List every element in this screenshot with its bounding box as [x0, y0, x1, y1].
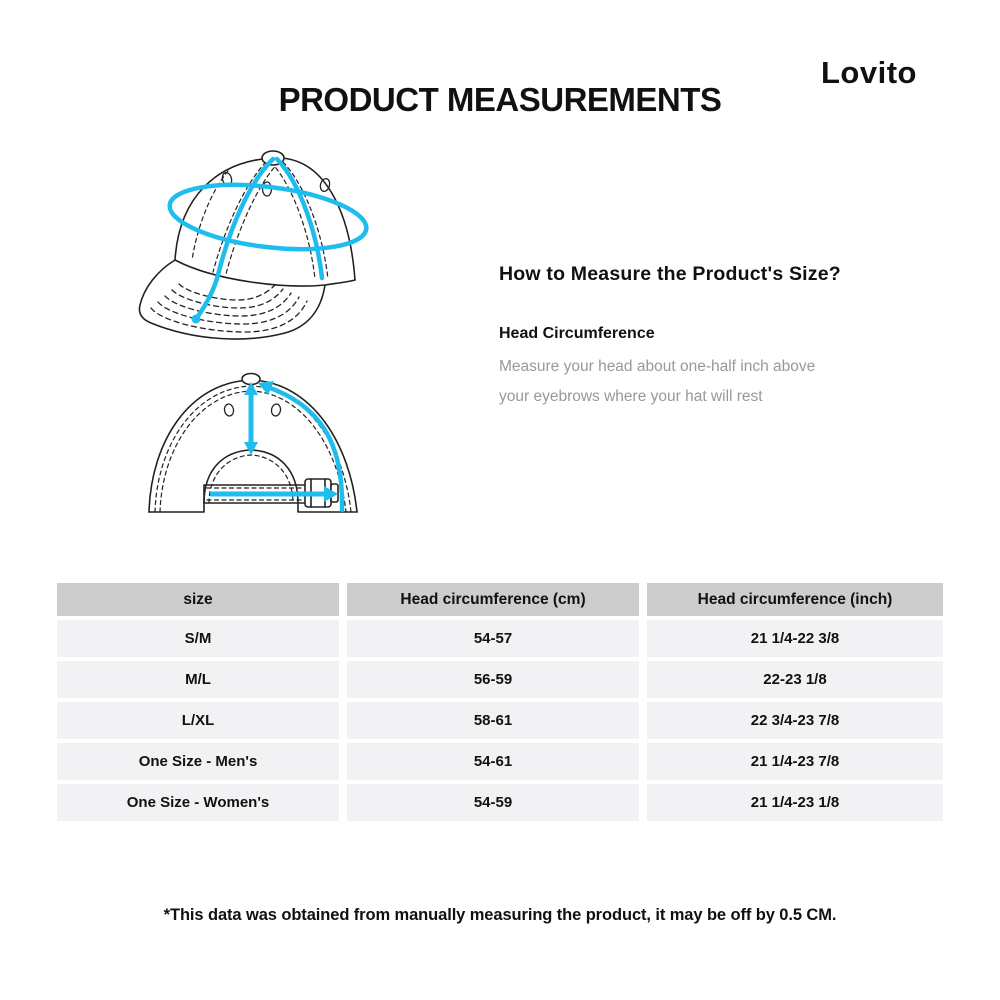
table-cell-inch: 22-23 1/8 — [647, 661, 943, 698]
table-cell-cm: 54-59 — [347, 784, 639, 821]
measure-description-line1: Measure your head about one-half inch above — [499, 357, 816, 375]
table-cell-inch: 21 1/4-22 3/8 — [647, 620, 943, 657]
size-table — [57, 583, 943, 821]
side-seam-measure-line — [277, 159, 322, 278]
table-cell-size: M/L — [57, 661, 339, 698]
depth-measure-arrow — [244, 382, 258, 455]
table-cell-size: S/M — [57, 620, 339, 657]
table-cell-inch: 22 3/4-23 7/8 — [647, 702, 943, 739]
table-cell-inch: 21 1/4-23 7/8 — [647, 743, 943, 780]
table-cell-size: One Size - Men's — [57, 743, 339, 780]
brand-logo: Lovito — [821, 55, 917, 90]
page-title: PRODUCT MEASUREMENTS — [278, 81, 722, 119]
circumference-measure-line — [166, 175, 370, 259]
cap-back-view-icon — [140, 366, 365, 521]
table-cell-cm: 54-61 — [347, 743, 639, 780]
measure-description — [499, 352, 889, 412]
measure-description-line2: your eyebrows where your hat will rest — [499, 387, 763, 405]
cap-crown — [175, 158, 355, 286]
cap-brim — [139, 260, 325, 339]
table-cell-cm: 54-57 — [347, 620, 639, 657]
table-cell-size: One Size - Women's — [57, 784, 339, 821]
column-header-size: size — [57, 583, 339, 616]
cap-side-view-icon — [95, 133, 425, 348]
table-cell-inch: 21 1/4-23 1/8 — [647, 784, 943, 821]
column-header-inch: Head circumference (inch) — [647, 583, 943, 616]
table-cell-size: L/XL — [57, 702, 339, 739]
column-header-cm: Head circumference (cm) — [347, 583, 639, 616]
measure-name-label: Head Circumference — [499, 325, 655, 342]
footnote: *This data was obtained from manually measuring the product, it may be off by 0.5 CM. — [163, 905, 837, 924]
table-cell-cm: 56-59 — [347, 661, 639, 698]
guide-heading: How to Measure the Product's Size? — [499, 263, 841, 286]
table-cell-cm: 58-61 — [347, 702, 639, 739]
